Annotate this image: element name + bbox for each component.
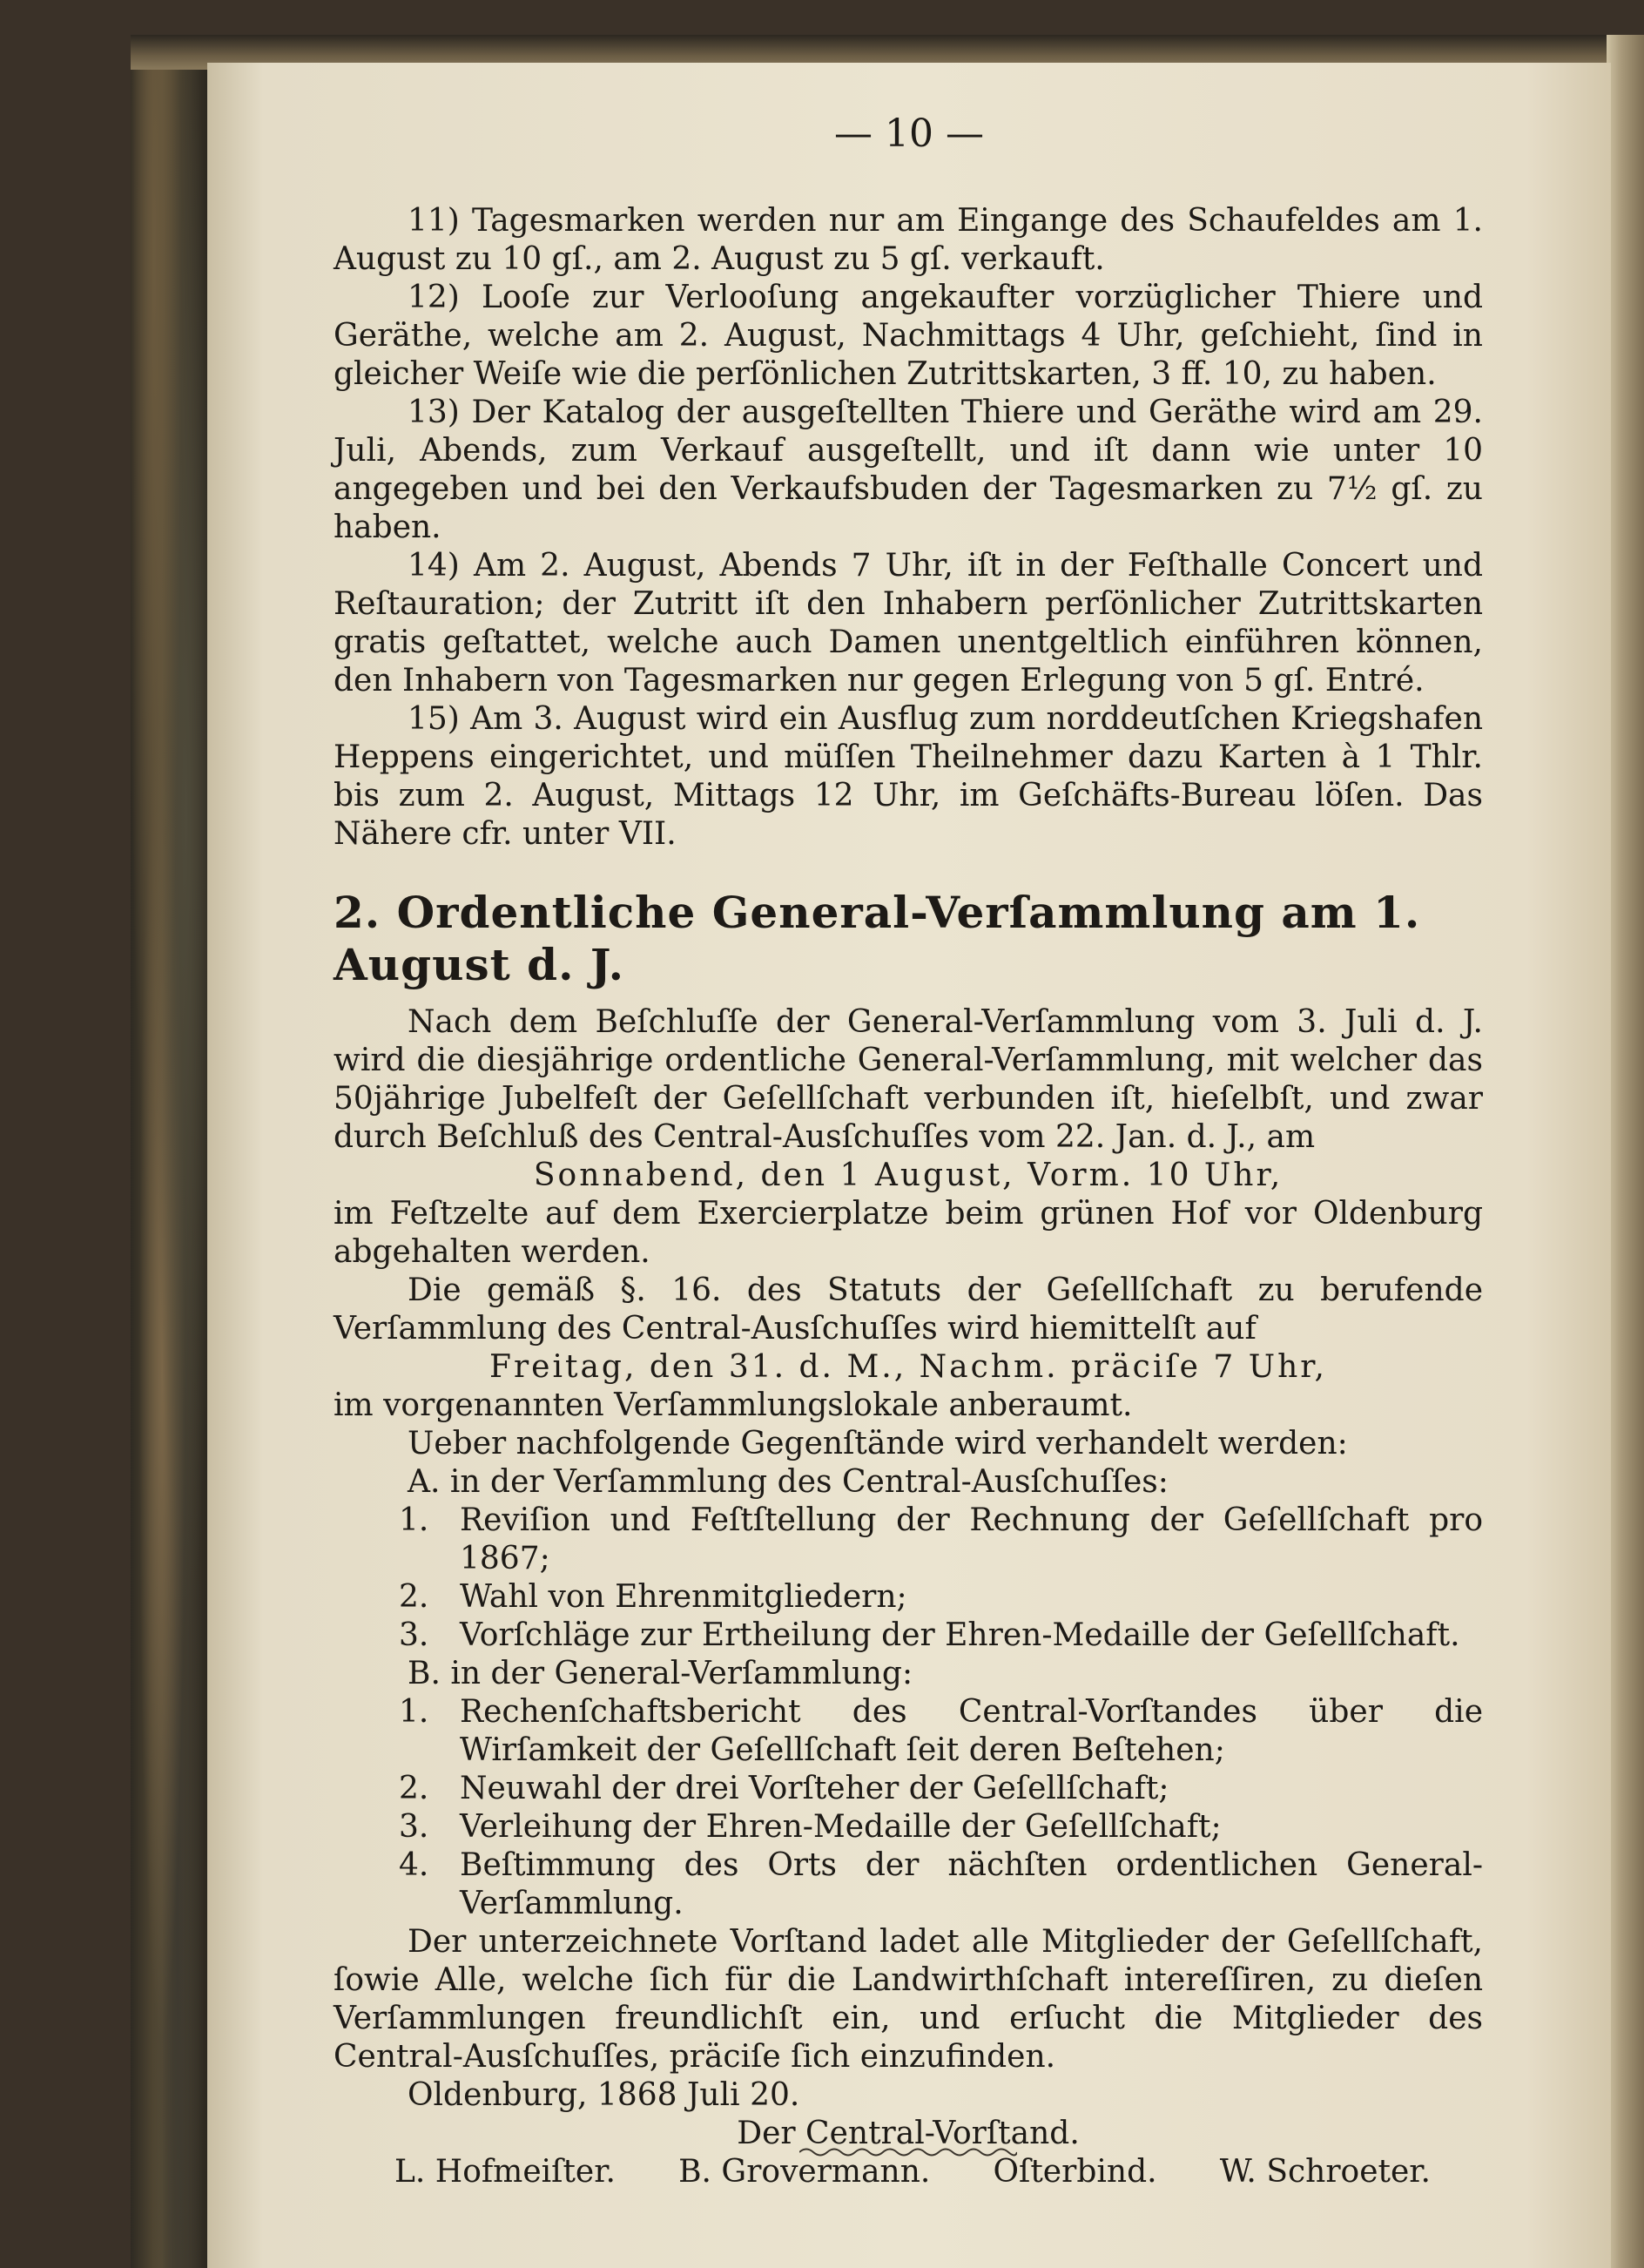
item-number: 3.: [399, 1617, 429, 1653]
paragraph-15: 15) Am 3. August wird ein Ausflug zum norddeutſchen Kriegshafen Heppens eingerichtet, und müſſen Theilnehmer dazu Karten à 1 Thlr. bis zum 2. August, Mittags 12 Uhr, im Geſchäfts-Bureau löſen. Das Nähere cfr. unter VII.: [334, 701, 1483, 852]
list-item: [334, 1693, 1483, 1770]
paragraph-11: 11) Tagesmarken werden nur am Eingange des Schaufeldes am 1. August zu 10 gſ., am 2. August zu 5 gſ. verkauft.: [334, 203, 1483, 277]
statute-paragraph: Die gemäß §. 16. des Statuts der Geſellſchaft zu berufende Verſammlung des Central-Ausſchuſſes wird hiemittelſt auf: [334, 1272, 1483, 1347]
place-date: Oldenburg, 1868 Juli 20.: [408, 2077, 800, 2113]
item-number: 3.: [399, 1809, 429, 1845]
agenda-intro: Ueber nachfolgende Gegenſtände wird verhandelt werden:: [408, 1426, 1348, 1461]
page-number: — 10 —: [834, 111, 984, 156]
paragraph-14: 14) Am 2. August, Abends 7 Uhr, iſt in der Feſthalle Concert und Reſtauration; der Zutritt iſt den Inhabern perſönlicher Zutrittskarten gratis geſtattet, welche auch Damen unentgeltlich einführen können, den Inhabern von Tagesmarken nur gegen Erlegung von 5 gſ. Entré.: [334, 548, 1483, 699]
location-line: im vorgenannten Verſammlungslokale anberaumt.: [334, 1387, 1133, 1423]
item-text: Vorſchläge zur Ertheilung der Ehren-Medaille der Geſellſchaft.: [460, 1617, 1460, 1653]
agenda-part-b: [334, 1655, 1483, 1693]
item-text: Reviſion und Feſtſtellung der Rechnung der Geſellſchaft pro 1867;: [460, 1502, 1483, 1576]
page-stack-edge: [1607, 35, 1644, 2268]
signatory: L. Hofmeiſter.: [394, 2154, 616, 2190]
closing-paragraph: Der unterzeichnete Vorſtand ladet alle Mitglieder der Geſellſchaft, ſowie Alle, welche ſich für die Landwirthſchaft intereſſiren, zu dieſen Verſammlungen freundlichſt ein, und erſucht die Mitglieder des Central-Ausſchuſſes, präciſe ſich einzufinden.: [334, 1924, 1483, 2075]
item-text: Rechenſchaftsbericht des Central-Vorſtandes über die Wirſamkeit der Geſellſchaft ſeit deren Beſtehen;: [460, 1694, 1483, 1768]
signatory: B. Grovermann.: [678, 2154, 931, 2190]
paragraph-13: 13) Der Katalog der ausgeſtellten Thiere und Geräthe wird am 29. Juli, Abends, zum Verkauf ausgeſtellt, und iſt dann wie unter 10 angegeben und bei den Verkaufsbuden der Tagesmarken zu 7½ gſ. zu haben.: [334, 395, 1483, 545]
list-item: [334, 1502, 1483, 1578]
intro-paragraph: Nach dem Beſchluſſe der General-Verſammlung vom 3. Juli d. J. wird die diesjährige ordentliche General-Verſammlung, mit welcher das 50jährige Jubelfeſt der Geſellſchaft verbunden iſt, hieſelbſt, und zwar durch Beſchluß des Central-Ausſchuſſes vom 22. Jan. d. J., am: [334, 1004, 1483, 1155]
committee-date: Freitag, den 31. d. M., Nachm. präciſe 7 Uhr,: [488, 1349, 1328, 1385]
section-heading: 2. Ordentliche General-Verſammlung am 1. August d. J.: [334, 887, 1421, 990]
list-item: [334, 1578, 1483, 1617]
list-item: [334, 1808, 1483, 1846]
list-item: [334, 1617, 1483, 1655]
list-item: [334, 1846, 1483, 1923]
book-cover-edge: [131, 35, 209, 2268]
item-text: Verleihung der Ehren-Medaille der Geſellſchaft;: [460, 1809, 1222, 1845]
page-text: [334, 202, 1483, 2191]
book-page: [207, 63, 1611, 2268]
agenda-part-a: [334, 1463, 1483, 1502]
item-text: Wahl von Ehrenmitgliedern;: [460, 1579, 907, 1615]
agenda-part-b-label: B. in der General-Verſammlung:: [408, 1656, 913, 1691]
item-number: 1.: [399, 1502, 429, 1538]
item-number: 1.: [399, 1694, 429, 1730]
list-item: [334, 1770, 1483, 1808]
decorative-flourish: [799, 2146, 1017, 2158]
meeting-date: Sonnabend, den 1 August, Vorm. 10 Uhr,: [533, 1158, 1284, 1193]
item-text: Neuwahl der drei Vorſteher der Geſellſchaft;: [460, 1771, 1169, 1806]
signatory: Oſterbind.: [993, 2154, 1157, 2190]
signatory: W. Schroeter.: [1219, 2154, 1431, 2190]
agenda-part-a-label: A. in der Verſammlung des Central-Ausſchuſſes:: [408, 1464, 1169, 1500]
board-title: Der Central-Vorſtand.: [737, 2116, 1080, 2151]
item-number: 2.: [399, 1771, 429, 1806]
item-number: 2.: [399, 1579, 429, 1615]
paragraph-12: 12) Looſe zur Verlooſung angekaufter vorzüglicher Thiere und Geräthe, welche am 2. August, Nachmittags 4 Uhr, geſchieht, ſind in gleicher Weiſe wie die perſönlichen Zutrittskarten, 3 ff. 10, zu haben.: [334, 280, 1483, 392]
item-number: 4.: [399, 1847, 429, 1883]
venue-line: im Feſtzelte auf dem Exercierplatze beim grünen Hof vor Oldenburg abgehalten werden.: [334, 1196, 1483, 1270]
signatories: [334, 2153, 1483, 2191]
item-text: Beſtimmung des Orts der nächſten ordentlichen General-Verſammlung.: [460, 1847, 1483, 1921]
